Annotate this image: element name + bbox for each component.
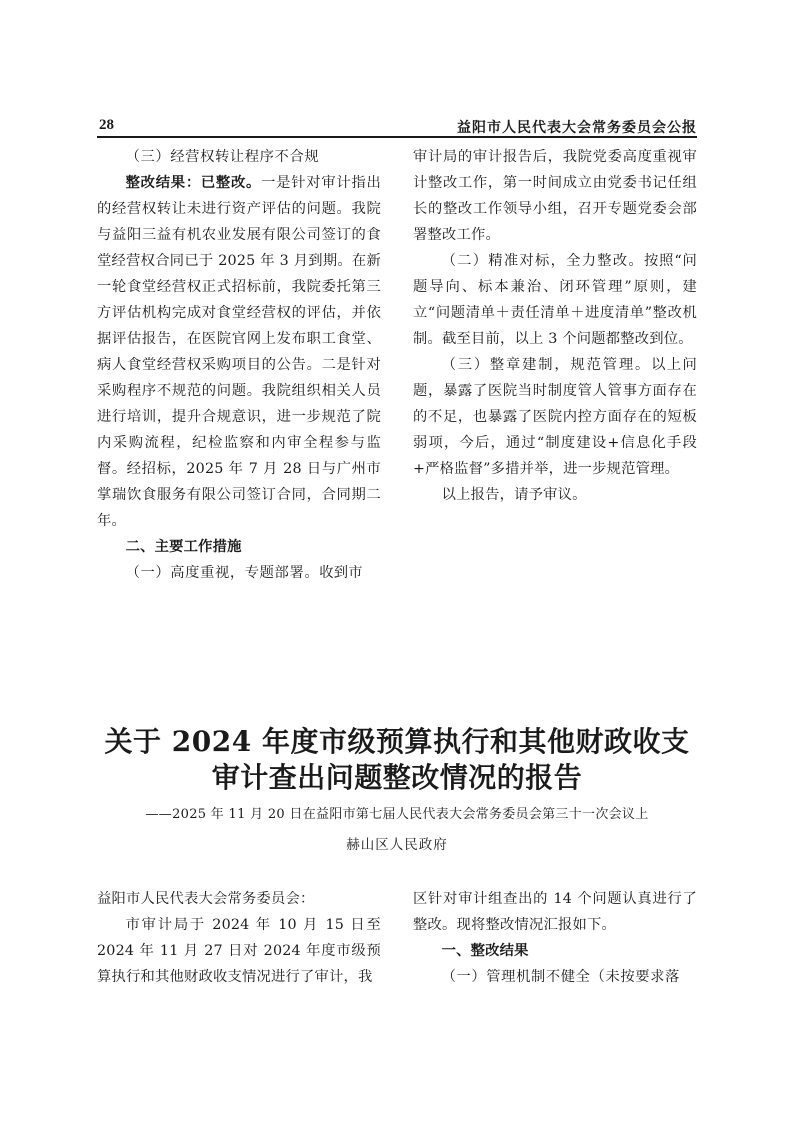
item-heading: （一）管理机制不健全（未按要求落 [441,969,680,985]
salutation: 益阳市人民代表大会常务委员会： [97,891,315,907]
closing-line: 以上报告，请予审议。 [441,487,587,503]
measure-label: （一）高度重视，专题部署。 [125,565,320,581]
result-text: 一是针对审计指出的经营权转让未进行资产评估的问题。我院与益阳三益有机农业发展有限公司签订的食堂经营权合同已于 2025 年 3 月到期。在新一轮食堂经营权正式招标前，我院委托第三方评估机构完成对食堂经营权的评估，并依据评估报告，在医院官网上发布职工食堂、病人食堂经营权采购项目的公告。二是针对采购程序不规范的问题。我院组织相关人员进行培训，提升合规意识，进一步规范了院内采购流程，纪检监察和内审全程参与监督。经招标，2025 年 7 月 28 日与广州市掌瑞饮食服务有限公司签订合同，合同期二年。 [97,175,381,529]
measure-text: 以上问题，暴露了医院当时制度管人管事方面存在的不足，也暴露了医院内控方面存在的短板弱项，今后，通过“制度建设+信息化手段+严格监督”多措并举，进一步规范管理。 [413,357,697,477]
subsection-heading: （三）经营权转让程序不合规 [125,149,320,165]
report-column-left [97,886,381,990]
prev-article-column-right [413,144,697,508]
measure-label: （二）精准对标，全力整改。 [441,253,644,269]
prev-article-column-left [97,144,381,586]
report-author: 赫山区人民政府 [346,837,448,853]
section-heading: 一、整改结果 [441,943,529,959]
page-number: 28 [99,117,114,133]
section-heading: 二、主要工作措施 [125,539,242,555]
report-subtitle: ——2025 年 11 月 20 日在益阳市第七届人民代表大会常务委员会第三十一次会议上 [145,807,649,822]
measure-text: 按照“问题导向、标本兼治、闭环管理”原则，建立“问题清单＋责任清单＋进度清单”整改机制。截至目前，以上 3 个问题都整改到位。 [413,253,697,347]
page-header [97,114,697,138]
measure-paragraph [413,248,697,352]
measure-paragraph [413,352,697,482]
report-title-line-1: 关于 2024 年度市级预算执行和其他财政收支 [104,725,690,758]
result-paragraph [97,170,381,534]
intro-paragraph: 市审计局于 2024 年 10 月 15 日至 2024 年 11 月 27 日对 2024 年度市级预算执行和其他财政收支情况进行了审计，我 [97,917,381,985]
measure-text: 收到市 [319,565,363,581]
measure-label: （三）整章建制，规范管理。 [441,357,652,373]
measure-paragraph [97,560,381,586]
measure-paragraph-continued: 审计局的审计报告后，我院党委高度重视审计整改工作，第一时间成立由党委书记任组长的整改工作领导小组，召开专题党委会部署整改工作。 [413,149,697,243]
publication-title: 益阳市人民代表大会常务委员会公报 [457,120,697,136]
report-title-line-2: 审计查出问题整改情况的报告 [211,761,583,794]
intro-paragraph-continued: 区针对审计组查出的 14 个问题认真进行了整改。现将整改情况汇报如下。 [413,891,697,933]
report-column-right [413,886,697,990]
result-label: 整改结果：已整改。 [125,175,262,191]
